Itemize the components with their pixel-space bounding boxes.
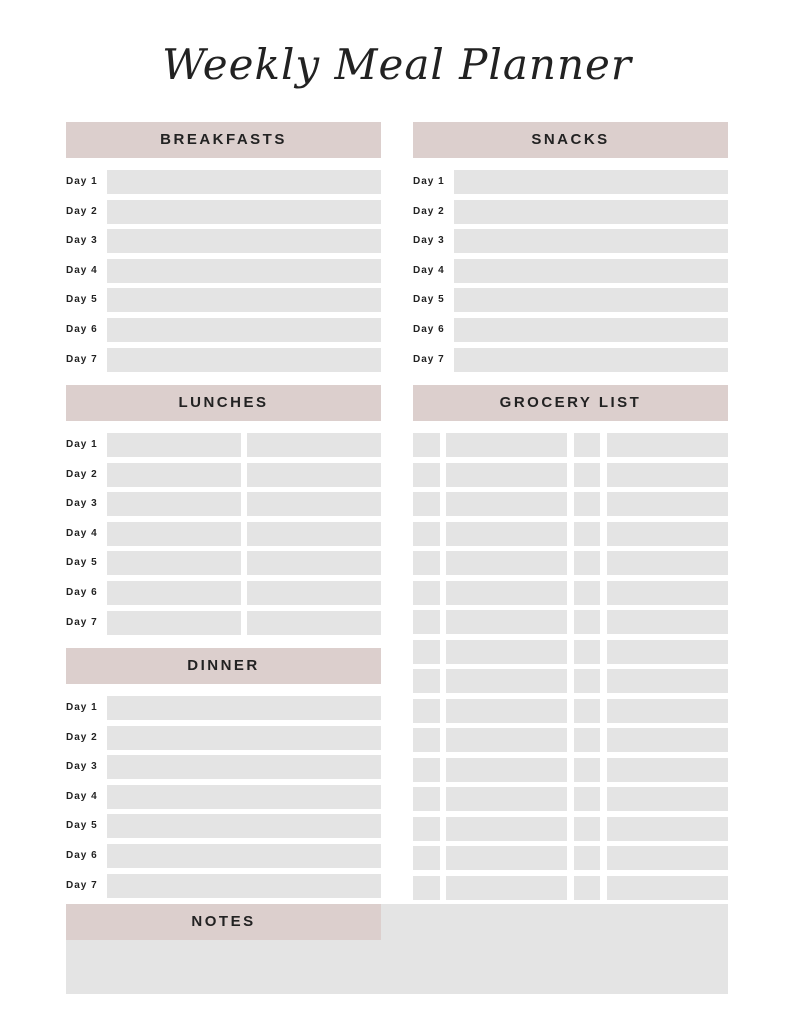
grocery-item-field[interactable]	[607, 817, 728, 841]
grocery-item-field[interactable]	[607, 492, 728, 516]
dinner-day-1-cell[interactable]	[107, 696, 381, 720]
lunch-day-5-cell-1[interactable]	[107, 551, 241, 575]
breakfast-day-2-cell[interactable]	[107, 200, 381, 224]
grocery-item-field[interactable]	[607, 699, 728, 723]
day-label: Day 1	[413, 176, 445, 187]
grocery-item-field[interactable]	[607, 581, 728, 605]
grocery-checkbox[interactable]	[413, 846, 440, 870]
grocery-item-field[interactable]	[446, 433, 567, 457]
grocery-checkbox[interactable]	[574, 581, 600, 605]
dinner-day-7-cell[interactable]	[107, 874, 381, 898]
grocery-item-field[interactable]	[607, 640, 728, 664]
lunch-day-3-cell-2[interactable]	[247, 492, 381, 516]
day-label: Day 6	[66, 850, 98, 861]
grocery-item-field[interactable]	[446, 522, 567, 546]
day-label: Day 5	[66, 557, 98, 568]
grocery-checkbox[interactable]	[574, 846, 600, 870]
grocery-item-field[interactable]	[446, 581, 567, 605]
grocery-item-field[interactable]	[607, 433, 728, 457]
grocery-checkbox[interactable]	[574, 787, 600, 811]
grocery-item-field[interactable]	[607, 846, 728, 870]
day-label: Day 4	[66, 791, 98, 802]
grocery-item-field[interactable]	[446, 492, 567, 516]
snack-day-6-cell[interactable]	[454, 318, 728, 342]
lunch-day-3-cell-1[interactable]	[107, 492, 241, 516]
grocery-checkbox[interactable]	[413, 610, 440, 634]
day-label: Day 7	[66, 880, 98, 891]
grocery-item-field[interactable]	[446, 669, 567, 693]
grocery-item-field[interactable]	[607, 610, 728, 634]
day-label: Day 7	[66, 617, 98, 628]
grocery-item-field[interactable]	[607, 876, 728, 900]
day-label: Day 4	[413, 265, 445, 276]
grocery-checkbox[interactable]	[413, 492, 440, 516]
day-label: Day 4	[66, 528, 98, 539]
notes-header: NOTES	[66, 904, 381, 940]
day-label: Day 5	[413, 294, 445, 305]
day-label: Day 3	[66, 498, 98, 509]
breakfasts-header: BREAKFASTS	[66, 122, 381, 158]
grocery-item-field[interactable]	[607, 787, 728, 811]
grocery-checkbox[interactable]	[413, 758, 440, 782]
day-label: Day 3	[413, 235, 445, 246]
grocery-checkbox[interactable]	[574, 433, 600, 457]
grocery-item-field[interactable]	[607, 758, 728, 782]
grocery-checkbox[interactable]	[413, 640, 440, 664]
grocery-item-field[interactable]	[446, 758, 567, 782]
breakfast-day-7-cell[interactable]	[107, 348, 381, 372]
grocery-checkbox[interactable]	[413, 463, 440, 487]
grocery-item-field[interactable]	[607, 728, 728, 752]
lunch-day-1-cell-1[interactable]	[107, 433, 241, 457]
grocery-item-field[interactable]	[446, 699, 567, 723]
grocery-checkbox[interactable]	[413, 551, 440, 575]
grocery-checkbox[interactable]	[574, 669, 600, 693]
dinner-day-3-cell[interactable]	[107, 755, 381, 779]
lunches-header: LUNCHES	[66, 385, 381, 421]
grocery-item-field[interactable]	[446, 787, 567, 811]
day-label: Day 7	[66, 354, 98, 365]
lunch-day-4-cell-2[interactable]	[247, 522, 381, 546]
day-label: Day 2	[66, 469, 98, 480]
snack-day-5-cell[interactable]	[454, 288, 728, 312]
grocery-checkbox[interactable]	[574, 758, 600, 782]
grocery-checkbox[interactable]	[574, 876, 600, 900]
day-label: Day 2	[66, 206, 98, 217]
lunch-day-6-cell-1[interactable]	[107, 581, 241, 605]
page-title: Weekly Meal Planner	[162, 40, 632, 89]
grocery-checkbox[interactable]	[574, 551, 600, 575]
lunch-day-2-cell-2[interactable]	[247, 463, 381, 487]
day-label: Day 2	[413, 206, 445, 217]
day-label: Day 6	[66, 587, 98, 598]
snacks-header: SNACKS	[413, 122, 728, 158]
grocery-checkbox[interactable]	[413, 787, 440, 811]
day-label: Day 6	[66, 324, 98, 335]
dinner-day-6-cell[interactable]	[107, 844, 381, 868]
grocery-item-field[interactable]	[446, 817, 567, 841]
grocery-checkbox[interactable]	[413, 669, 440, 693]
dinner-day-5-cell[interactable]	[107, 814, 381, 838]
lunch-day-7-cell-2[interactable]	[247, 611, 381, 635]
day-label: Day 1	[66, 176, 98, 187]
grocery-checkbox[interactable]	[413, 522, 440, 546]
snack-day-7-cell[interactable]	[454, 348, 728, 372]
day-label: Day 1	[66, 702, 98, 713]
day-label: Day 5	[66, 820, 98, 831]
lunch-day-7-cell-1[interactable]	[107, 611, 241, 635]
grocery-item-field[interactable]	[607, 463, 728, 487]
grocery-checkbox[interactable]	[413, 433, 440, 457]
dinner-header: DINNER	[66, 648, 381, 684]
breakfast-day-4-cell[interactable]	[107, 259, 381, 283]
grocery-item-field[interactable]	[607, 522, 728, 546]
grocery-checkbox[interactable]	[413, 817, 440, 841]
snack-day-2-cell[interactable]	[454, 200, 728, 224]
grocery-item-field[interactable]	[446, 610, 567, 634]
grocery-item-field[interactable]	[446, 640, 567, 664]
day-label: Day 6	[413, 324, 445, 335]
day-label: Day 5	[66, 294, 98, 305]
grocery-checkbox[interactable]	[574, 817, 600, 841]
day-label: Day 4	[66, 265, 98, 276]
grocery-checkbox[interactable]	[574, 463, 600, 487]
breakfast-day-1-cell[interactable]	[107, 170, 381, 194]
snack-day-3-cell[interactable]	[454, 229, 728, 253]
snack-day-1-cell[interactable]	[454, 170, 728, 194]
lunch-day-6-cell-2[interactable]	[247, 581, 381, 605]
grocery-checkbox[interactable]	[574, 492, 600, 516]
dinner-day-2-cell[interactable]	[107, 726, 381, 750]
grocery-checkbox[interactable]	[413, 876, 440, 900]
grocery-header: GROCERY LIST	[413, 385, 728, 421]
lunch-day-5-cell-2[interactable]	[247, 551, 381, 575]
grocery-checkbox[interactable]	[574, 522, 600, 546]
snack-day-4-cell[interactable]	[454, 259, 728, 283]
grocery-checkbox[interactable]	[574, 610, 600, 634]
day-label: Day 7	[413, 354, 445, 365]
breakfast-day-6-cell[interactable]	[107, 318, 381, 342]
day-label: Day 1	[66, 439, 98, 450]
breakfast-day-5-cell[interactable]	[107, 288, 381, 312]
grocery-checkbox[interactable]	[574, 728, 600, 752]
grocery-checkbox[interactable]	[413, 581, 440, 605]
grocery-checkbox[interactable]	[413, 699, 440, 723]
grocery-item-field[interactable]	[446, 463, 567, 487]
day-label: Day 3	[66, 235, 98, 246]
breakfast-day-3-cell[interactable]	[107, 229, 381, 253]
lunch-day-2-cell-1[interactable]	[107, 463, 241, 487]
grocery-item-field[interactable]	[607, 669, 728, 693]
grocery-checkbox[interactable]	[574, 640, 600, 664]
grocery-item-field[interactable]	[446, 728, 567, 752]
day-label: Day 3	[66, 761, 98, 772]
dinner-day-4-cell[interactable]	[107, 785, 381, 809]
day-label: Day 2	[66, 732, 98, 743]
grocery-item-field[interactable]	[607, 551, 728, 575]
grocery-item-field[interactable]	[446, 551, 567, 575]
lunch-day-4-cell-1[interactable]	[107, 522, 241, 546]
grocery-item-field[interactable]	[446, 876, 567, 900]
grocery-checkbox[interactable]	[413, 728, 440, 752]
lunch-day-1-cell-2[interactable]	[247, 433, 381, 457]
grocery-checkbox[interactable]	[574, 699, 600, 723]
grocery-item-field[interactable]	[446, 846, 567, 870]
